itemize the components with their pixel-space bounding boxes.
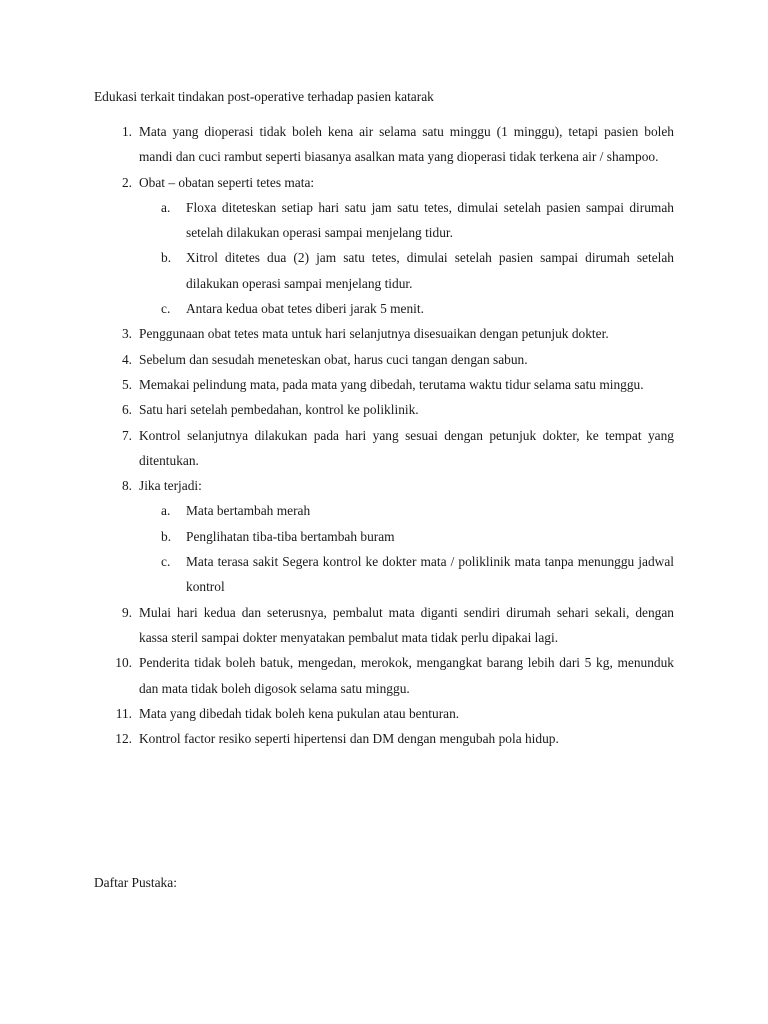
list-item-text: Kontrol factor resiko seperti hipertensi dan DM dengan mengubah pola hidup. <box>139 731 559 747</box>
sub-list-item-text: Floxa diteteskan setiap hari satu jam satu tetes, dimulai setelah pasien sampai dirumah setelah dilakukan operasi sampai menjelang tidur. <box>186 199 674 241</box>
list-item-text: Sebelum dan sesudah meneteskan obat, harus cuci tangan dengan sabun. <box>139 351 528 367</box>
sub-list-item-text: Mata bertambah merah <box>186 503 311 519</box>
list-item-number: 11. <box>115 705 132 721</box>
list-item-number: 8. <box>121 478 132 494</box>
list-item-number: 1. <box>121 124 132 139</box>
list-item <box>0 423 674 474</box>
sub-list-item-letter: a. <box>161 199 171 215</box>
list-item <box>0 473 674 599</box>
sub-list-item-letter: b. <box>161 528 172 544</box>
sub-list-item <box>161 524 674 549</box>
list-item-number: 4. <box>121 351 132 367</box>
list-item <box>0 600 674 651</box>
sub-list-item-text: Mata terasa sakit Segera kontrol ke dokter mata / poliklinik mata tanpa menunggu jadwal kontrol <box>186 554 674 595</box>
list-item <box>0 321 674 346</box>
list-item-number: 12. <box>115 731 132 747</box>
references-heading: Daftar Pustaka: <box>94 875 177 890</box>
list-item-text: Obat – obatan seperti tetes mata: <box>139 174 315 190</box>
list-item <box>0 372 674 397</box>
list-item-number: 7. <box>121 427 132 443</box>
list-item-number: 2. <box>121 174 132 190</box>
list-item-text: Mulai hari kedua dan seterusnya, pembalut mata diganti sendiri dirumah sehari sekali, dengan kassa steril sampai dokter menyatakan pembalut mata tidak perlu dipakai lagi. <box>139 604 674 645</box>
sub-list-item <box>161 245 674 296</box>
list-item-number: 3. <box>121 326 132 342</box>
sub-list-item-letter: c. <box>161 554 171 570</box>
sub-list-item-text: Antara kedua obat tetes diberi jarak 5 menit. <box>186 301 424 317</box>
list-item-text: Penderita tidak boleh batuk, mengedan, merokok, mengangkat barang lebih dari 5 kg, menunduk dan mata tidak boleh digosok selama satu minggu. <box>139 655 674 696</box>
list-item-number: 6. <box>121 402 132 418</box>
list-item-number: 10. <box>115 655 132 671</box>
list-item <box>0 119 674 170</box>
medication-sublist <box>139 195 674 321</box>
sub-list-item-letter: b. <box>161 250 172 266</box>
list-item-text: Memakai pelindung mata, pada mata yang dibedah, terutama waktu tidur selama satu minggu. <box>139 376 644 392</box>
list-item <box>0 347 674 372</box>
sub-list-item-text: Penglihatan tiba-tiba bertambah buram <box>186 528 395 544</box>
list-item <box>0 701 674 726</box>
document-title: Edukasi terkait tindakan post-operative terhadap pasien katarak <box>94 89 434 104</box>
symptom-sublist <box>139 498 674 599</box>
list-item-text: Penggunaan obat tetes mata untuk hari selanjutnya disesuaikan dengan petunjuk dokter. <box>139 326 609 342</box>
list-item-text: Mata yang dioperasi tidak boleh kena air selama satu minggu (1 minggu), tetapi pasien boleh mandi dan cuci rambut seperti biasanya asalkan mata yang dioperasi tidak terkena air / shampoo. <box>139 124 674 165</box>
list-item-text: Jika terjadi: <box>139 478 202 494</box>
list-item-number: 9. <box>121 604 132 620</box>
sub-list-item <box>161 498 674 523</box>
sub-list-item-text: Xitrol ditetes dua (2) jam satu tetes, dimulai setelah pasien sampai dirumah setelah dilakukan operasi sampai menjelang tidur. <box>186 250 674 291</box>
list-item <box>0 170 674 322</box>
sub-list-item <box>161 549 674 600</box>
list-item-text: Satu hari setelah pembedahan, kontrol ke poliklinik. <box>139 402 419 418</box>
list-item-text: Mata yang dibedah tidak boleh kena pukulan atau benturan. <box>139 705 460 721</box>
sub-list-item <box>161 296 674 321</box>
list-item-text: Kontrol selanjutnya dilakukan pada hari yang sesuai dengan petunjuk dokter, ke tempat yang ditentukan. <box>139 427 674 468</box>
sub-list-item <box>161 195 674 246</box>
instruction-list <box>0 119 768 751</box>
list-item <box>0 726 674 751</box>
sub-list-item-letter: a. <box>161 503 171 519</box>
sub-list-item-letter: c. <box>161 301 171 317</box>
list-item <box>0 397 674 422</box>
list-item <box>0 650 674 701</box>
list-item-number: 5. <box>121 376 132 392</box>
